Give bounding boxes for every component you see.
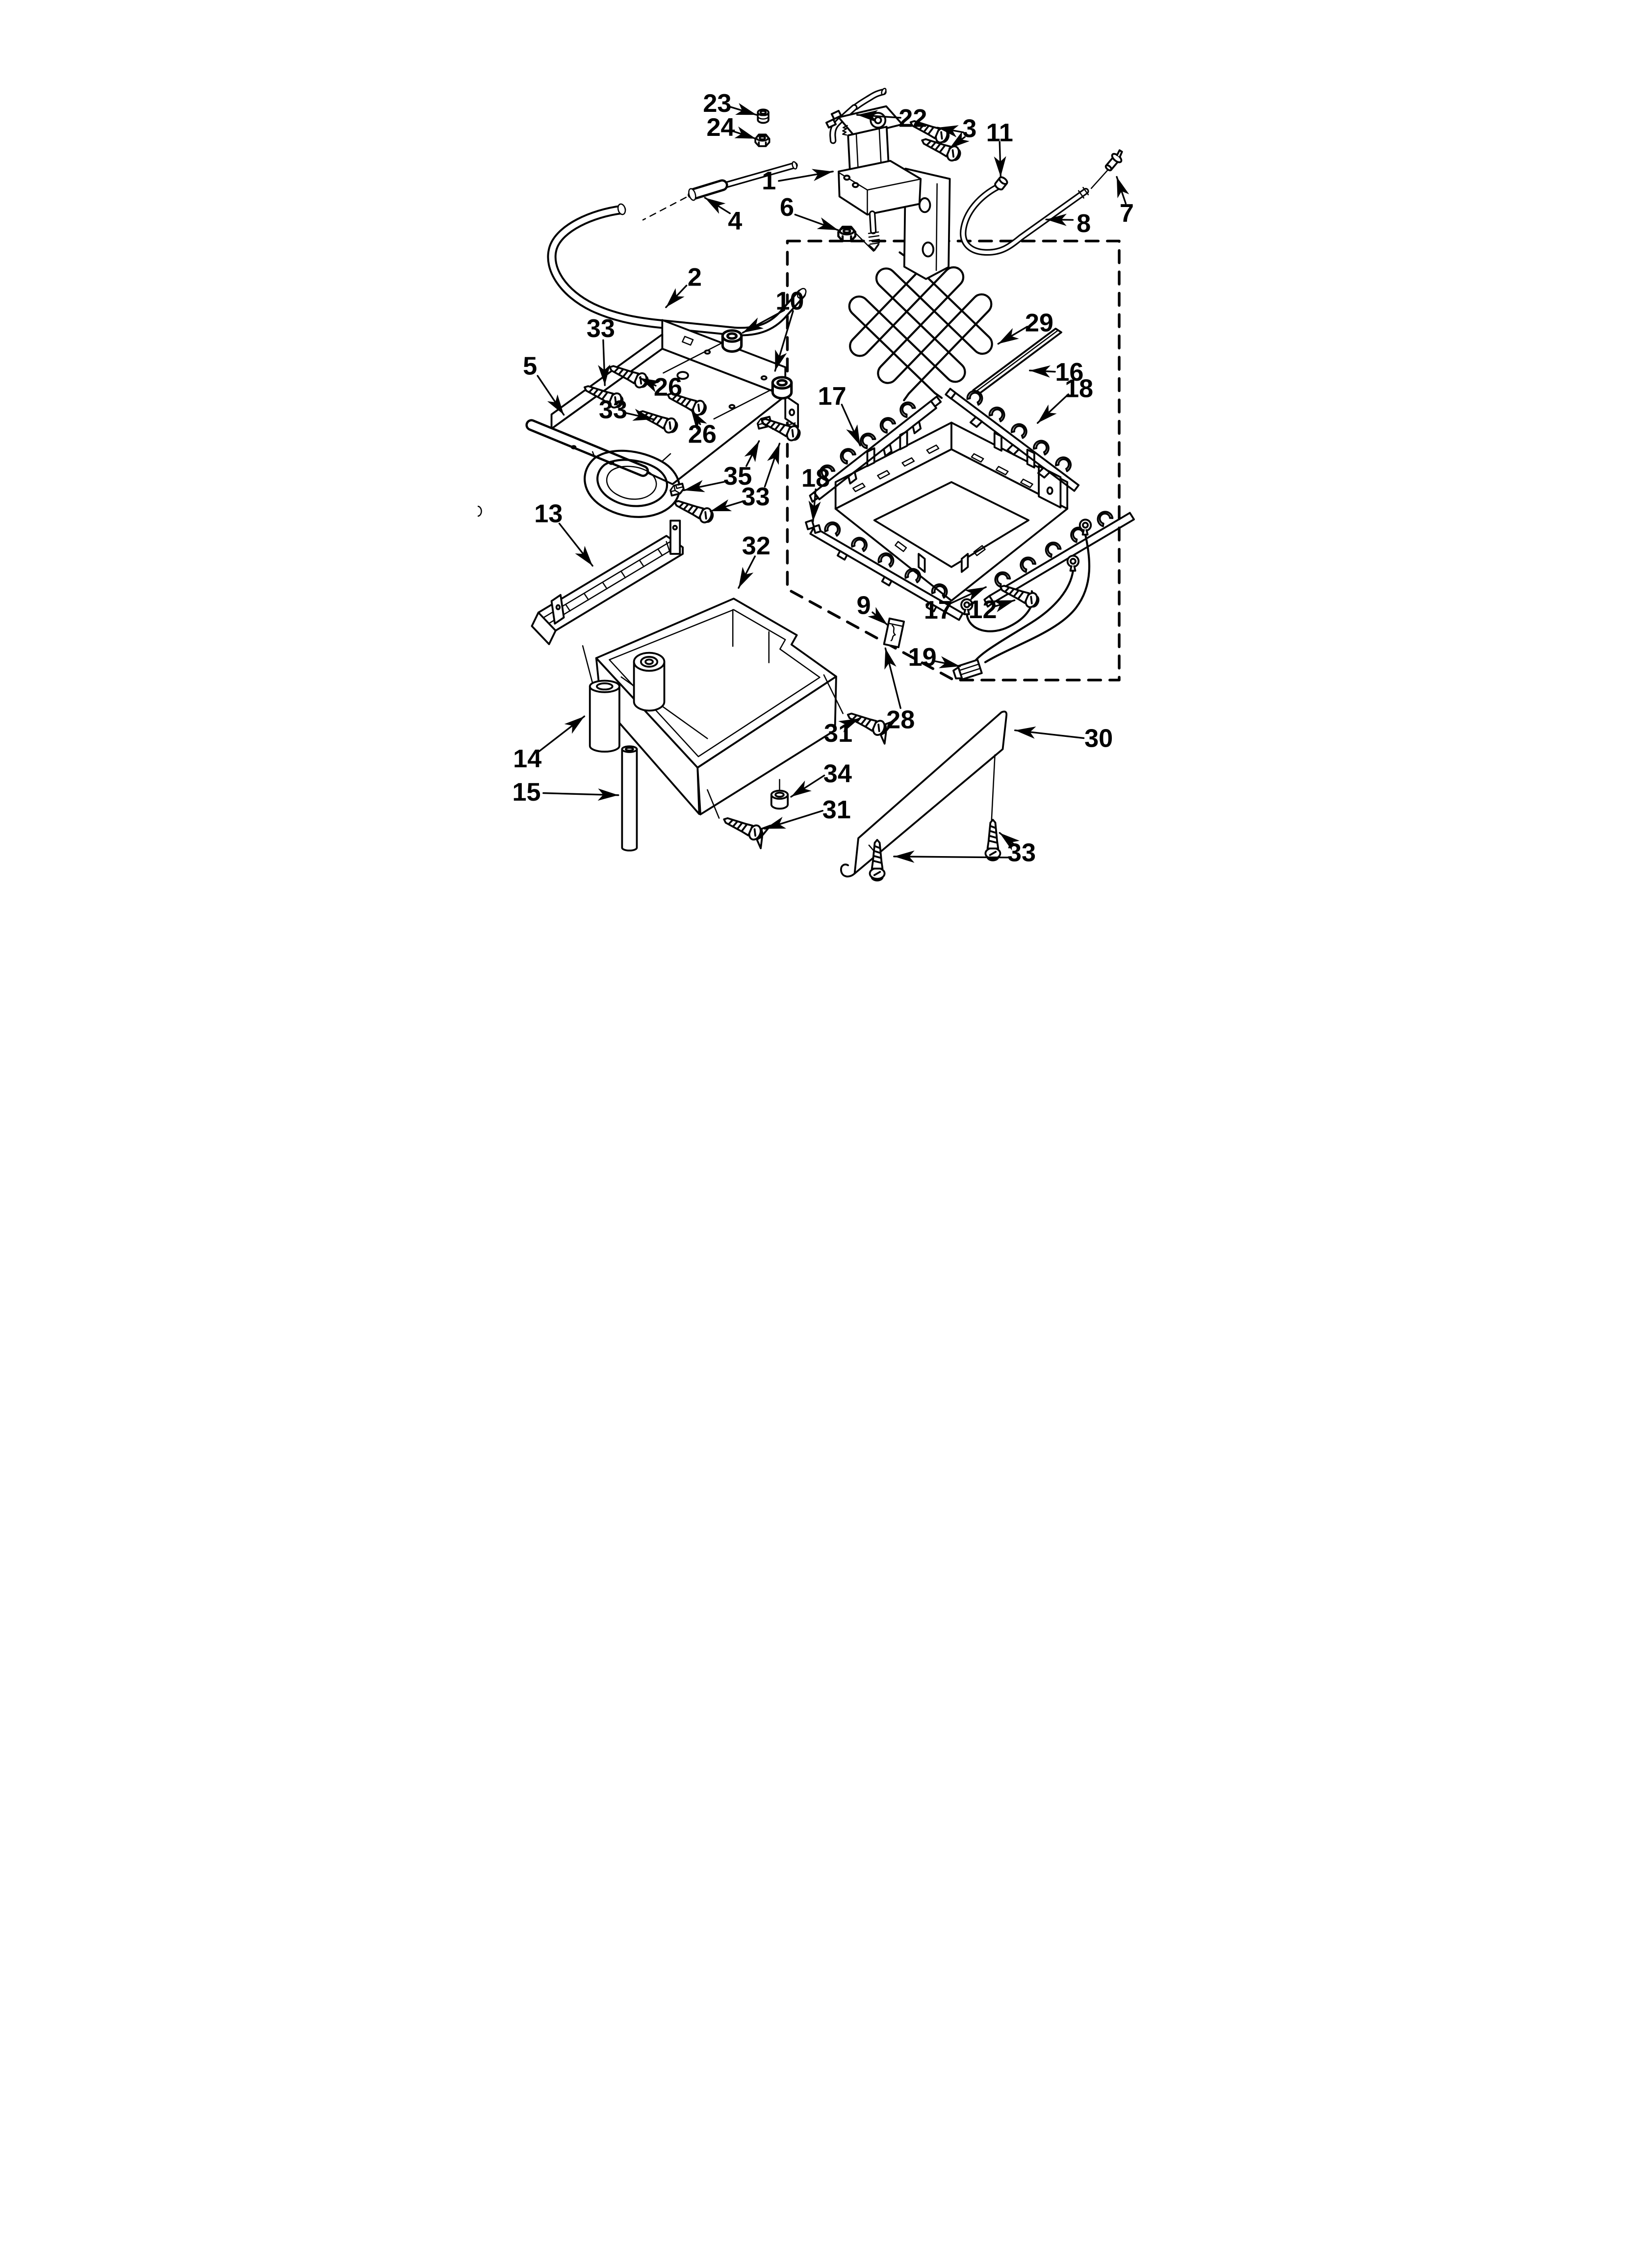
part-15-tube bbox=[622, 746, 637, 850]
callout-7: 7 bbox=[1119, 199, 1134, 228]
callout-32: 32 bbox=[742, 532, 770, 561]
callout-16: 16 bbox=[1055, 358, 1084, 387]
callout-18: 18 bbox=[801, 464, 830, 493]
callout-31: 31 bbox=[822, 795, 851, 824]
callout-2: 2 bbox=[687, 263, 702, 292]
callout-26: 26 bbox=[688, 420, 717, 449]
part-23-sleeve bbox=[758, 109, 769, 123]
part-31-screw bbox=[719, 808, 770, 848]
callout-18: 18 bbox=[1064, 374, 1094, 403]
callout-17: 17 bbox=[818, 382, 847, 411]
callout-19: 19 bbox=[908, 643, 937, 672]
part-10-grommet bbox=[722, 331, 741, 352]
callout-34: 34 bbox=[823, 759, 852, 788]
part-2-tube bbox=[552, 203, 808, 332]
callout-5: 5 bbox=[523, 352, 538, 381]
callout-31: 31 bbox=[824, 719, 853, 748]
callout-33: 33 bbox=[598, 395, 628, 424]
parts-diagram-page bbox=[478, 0, 1164, 948]
callout-33: 33 bbox=[741, 482, 770, 511]
harness-connector bbox=[952, 660, 982, 681]
part-35-clip bbox=[669, 484, 684, 495]
callout-9: 9 bbox=[856, 591, 871, 620]
callout-22: 22 bbox=[898, 104, 927, 133]
part-24-nut bbox=[755, 134, 770, 146]
part-6-nut bbox=[838, 227, 855, 241]
callout-13: 13 bbox=[534, 499, 563, 528]
callout-15: 15 bbox=[512, 778, 541, 807]
callout-14: 14 bbox=[513, 745, 542, 774]
exploded-parts-diagram bbox=[478, 0, 1164, 948]
part-34-bushing bbox=[771, 780, 788, 808]
part-16-strip bbox=[973, 329, 1061, 394]
part-33-screw bbox=[985, 820, 1000, 860]
callout-8: 8 bbox=[1077, 209, 1091, 238]
callout-28: 28 bbox=[886, 705, 915, 734]
part-frame-cutter-grid bbox=[478, 422, 1067, 600]
callout-4: 4 bbox=[728, 207, 743, 235]
ring-terminal bbox=[1068, 556, 1079, 571]
callout-17: 17 bbox=[924, 596, 952, 625]
part-9-clip bbox=[884, 619, 904, 648]
callout-30: 30 bbox=[1084, 724, 1113, 753]
part-10-grommet bbox=[772, 377, 791, 398]
ring-terminal bbox=[1080, 520, 1091, 535]
callout-3: 3 bbox=[962, 114, 977, 143]
part-7-nozzle bbox=[1103, 148, 1126, 173]
part-12-screw bbox=[998, 580, 1041, 609]
callout-12: 12 bbox=[968, 595, 997, 624]
callout-6: 6 bbox=[780, 193, 795, 222]
callout-10: 10 bbox=[775, 287, 804, 315]
bin-post bbox=[634, 653, 665, 711]
callout-26: 26 bbox=[653, 373, 683, 402]
callout-33: 33 bbox=[586, 314, 615, 343]
callout-29: 29 bbox=[1025, 309, 1053, 338]
callout-33: 33 bbox=[1007, 838, 1036, 867]
callout-11: 11 bbox=[986, 118, 1013, 147]
callout-23: 23 bbox=[703, 89, 732, 118]
callout-35: 35 bbox=[723, 462, 752, 491]
callout-24: 24 bbox=[706, 113, 735, 142]
part-30-panel bbox=[841, 711, 1006, 876]
part-14-tube bbox=[590, 680, 619, 752]
callout-1: 1 bbox=[762, 166, 776, 195]
